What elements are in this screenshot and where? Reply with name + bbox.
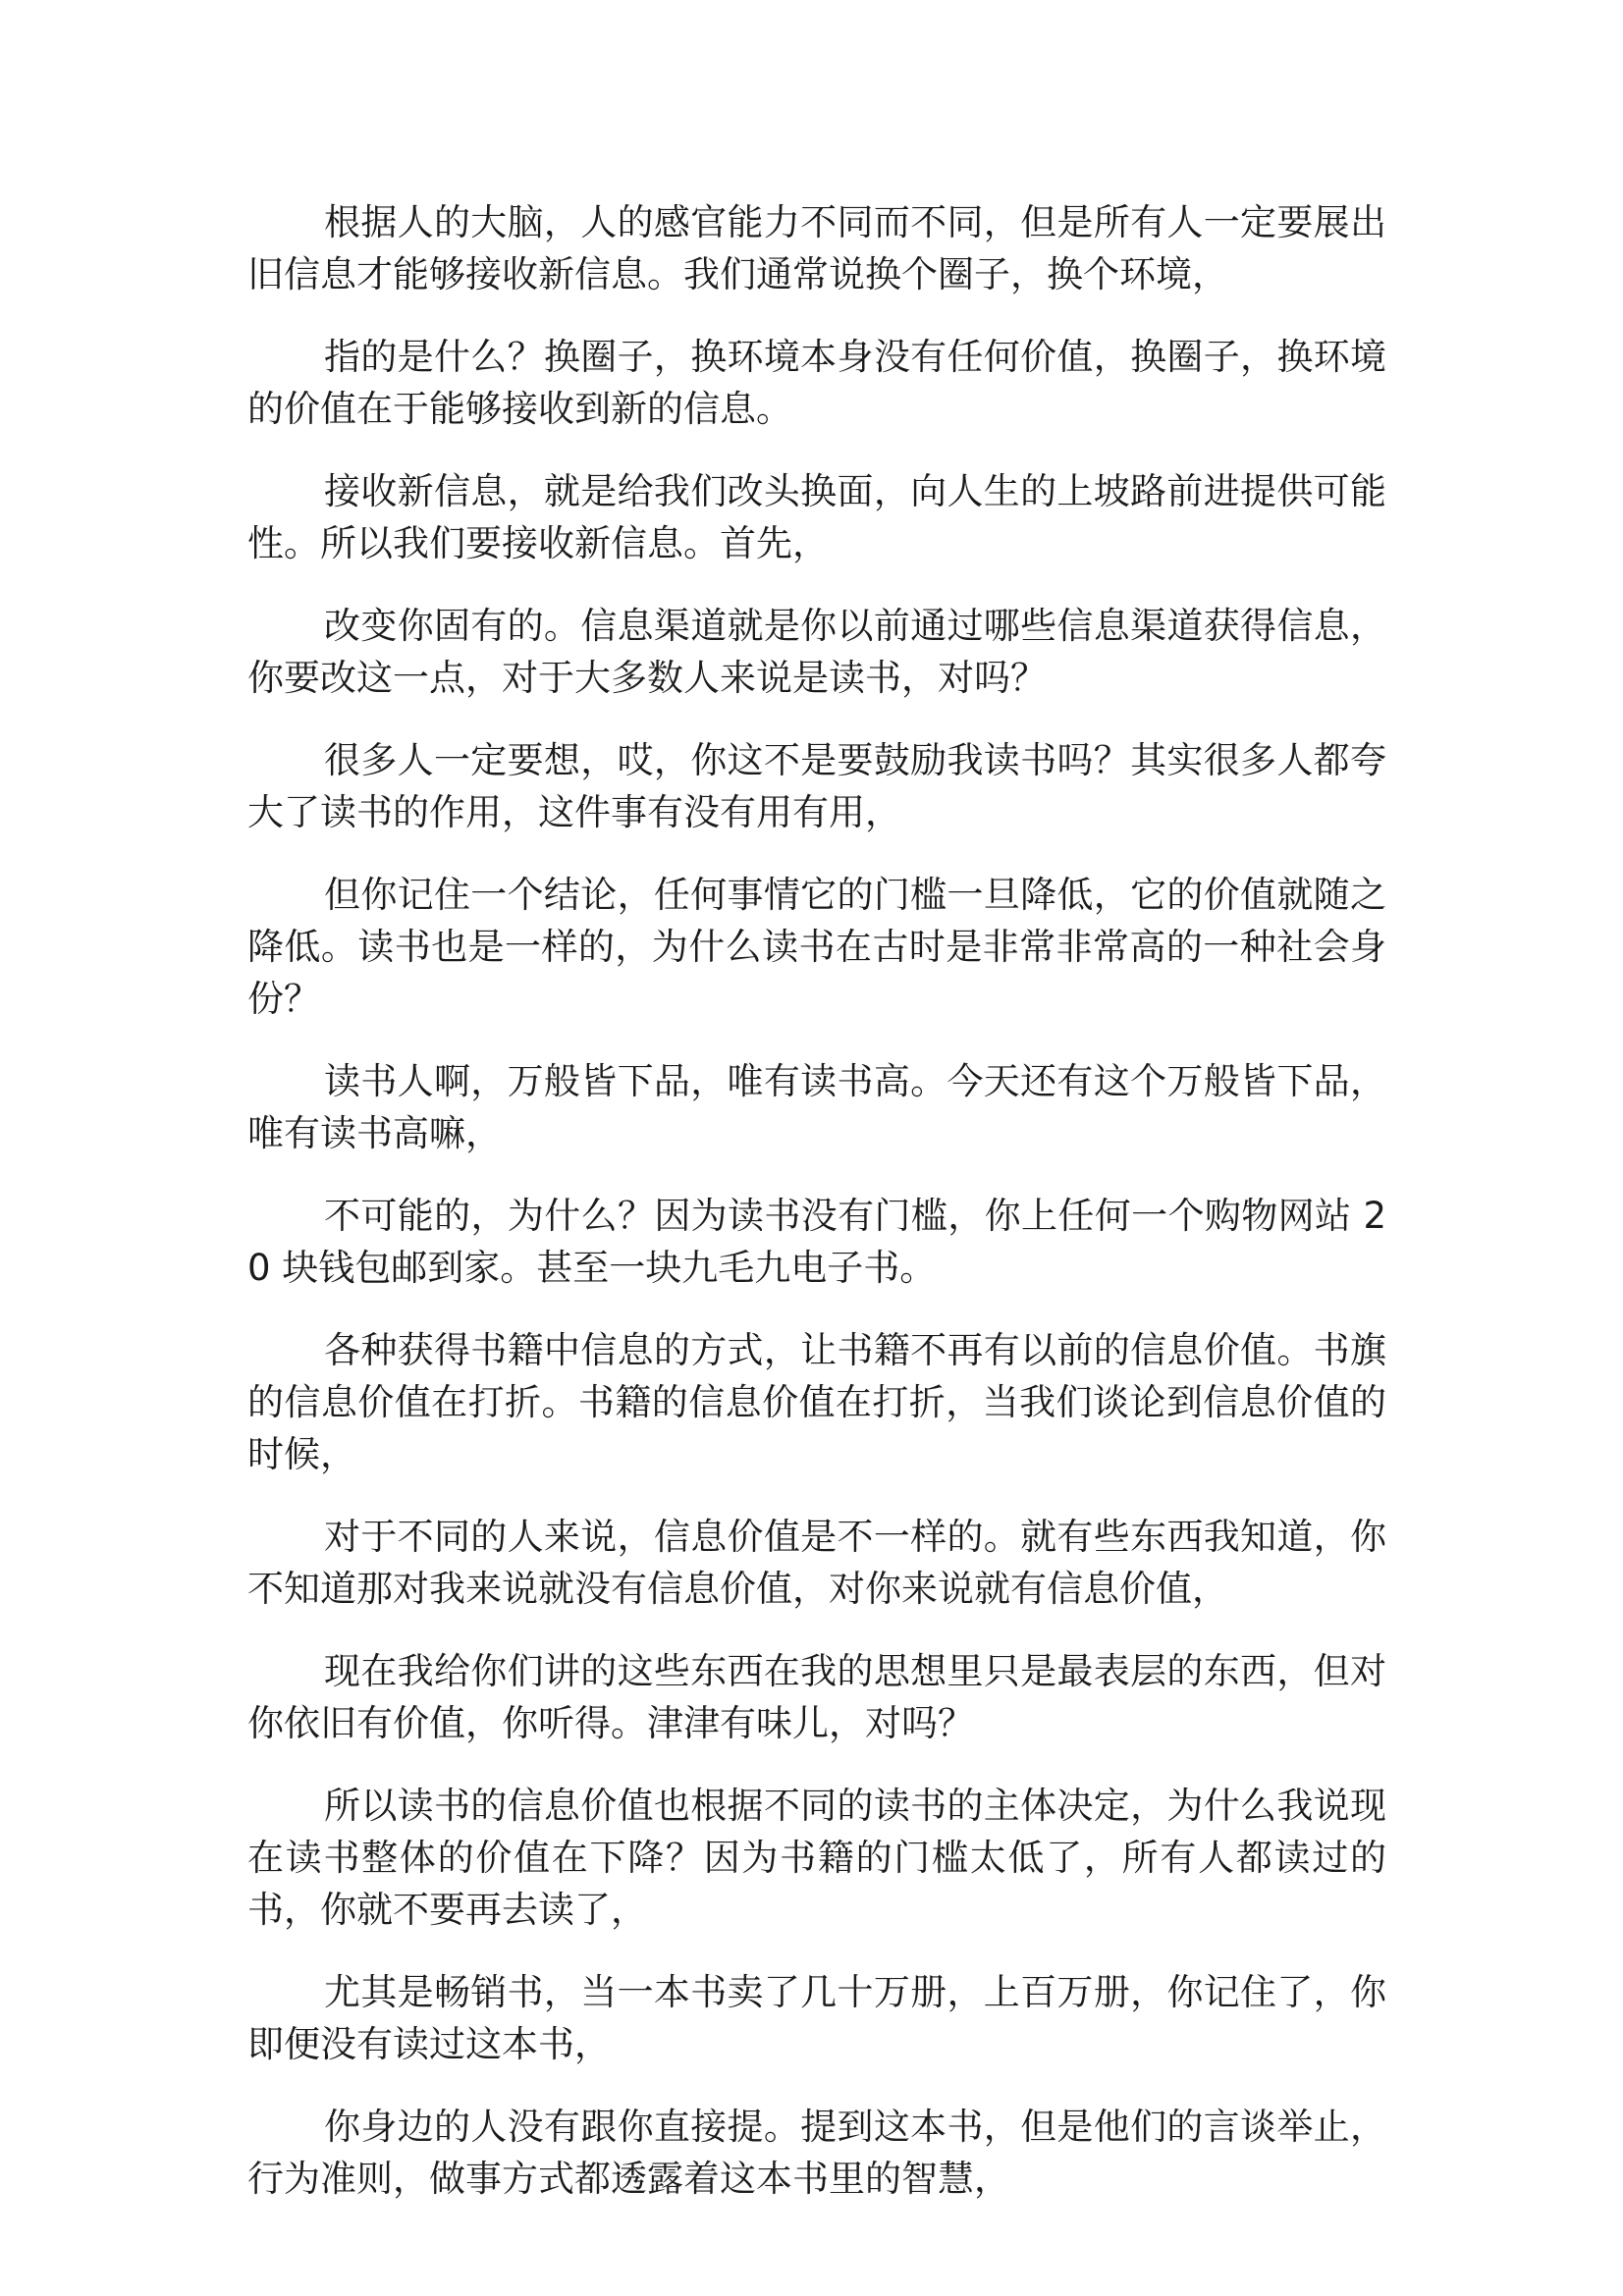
paragraph-3: 接收新信息，就是给我们改头换面，向人生的上坡路前进提供可能性。所以我们要接收新信息。首先， xyxy=(247,470,1386,564)
paragraph-2: 指的是什么？换圈子，换环境本身没有任何价值，换圈子，换环境的价值在于能够接收到新的信息。 xyxy=(247,336,1386,430)
paragraph-11: 现在我给你们讲的这些东西在我的思想里只是最表层的东西，但对你依旧有价值，你听得。津津有味儿，对吗？ xyxy=(247,1650,1386,1744)
paragraph-14: 你身边的人没有跟你直接提。提到这本书，但是他们的言谈举止，行为准则，做事方式都透露着这本书里的智慧， xyxy=(247,2106,1386,2200)
paragraph-7: 读书人啊，万般皆下品，唯有读书高。今天还有这个万般皆下品，唯有读书高嘛， xyxy=(247,1060,1386,1154)
paragraph-6: 但你记住一个结论，任何事情它的门槛一旦降低，它的价值就随之降低。读书也是一样的，为什么读书在古时是非常非常高的一种社会身份？ xyxy=(247,874,1386,1020)
paragraph-9: 各种获得书籍中信息的方式，让书籍不再有以前的信息价值。书旗的信息价值在打折。书籍的信息价值在打折，当我们谈论到信息价值的时候， xyxy=(247,1329,1386,1475)
paragraph-10: 对于不同的人来说，信息价值是不一样的。就有些东西我知道，你不知道那对我来说就没有信息价值，对你来说就有信息价值， xyxy=(247,1516,1386,1610)
paragraph-12: 所以读书的信息价值也根据不同的读书的主体决定，为什么我说现在读书整体的价值在下降？因为书籍的门槛太低了，所有人都读过的书，你就不要再去读了， xyxy=(247,1785,1386,1931)
paragraph-13: 尤其是畅销书，当一本书卖了几十万册，上百万册，你记住了，你即便没有读过这本书， xyxy=(247,1971,1386,2065)
paragraph-8: 不可能的，为什么？因为读书没有门槛，你上任何一个购物网站 20 块钱包邮到家。甚至一块九毛九电子书。 xyxy=(247,1195,1386,1289)
paragraph-1: 根据人的大脑，人的感官能力不同而不同，但是所有人一定要展出旧信息才能够接收新信息。我们通常说换个圈子，换个环境， xyxy=(247,201,1386,295)
paragraph-5: 很多人一定要想，哎，你这不是要鼓励我读书吗？其实很多人都夸大了读书的作用，这件事有没有用有用， xyxy=(247,739,1386,833)
document-page xyxy=(247,196,1386,2235)
paragraph-4: 改变你固有的。信息渠道就是你以前通过哪些信息渠道获得信息，你要改这一点，对于大多数人来说是读书，对吗？ xyxy=(247,605,1386,699)
